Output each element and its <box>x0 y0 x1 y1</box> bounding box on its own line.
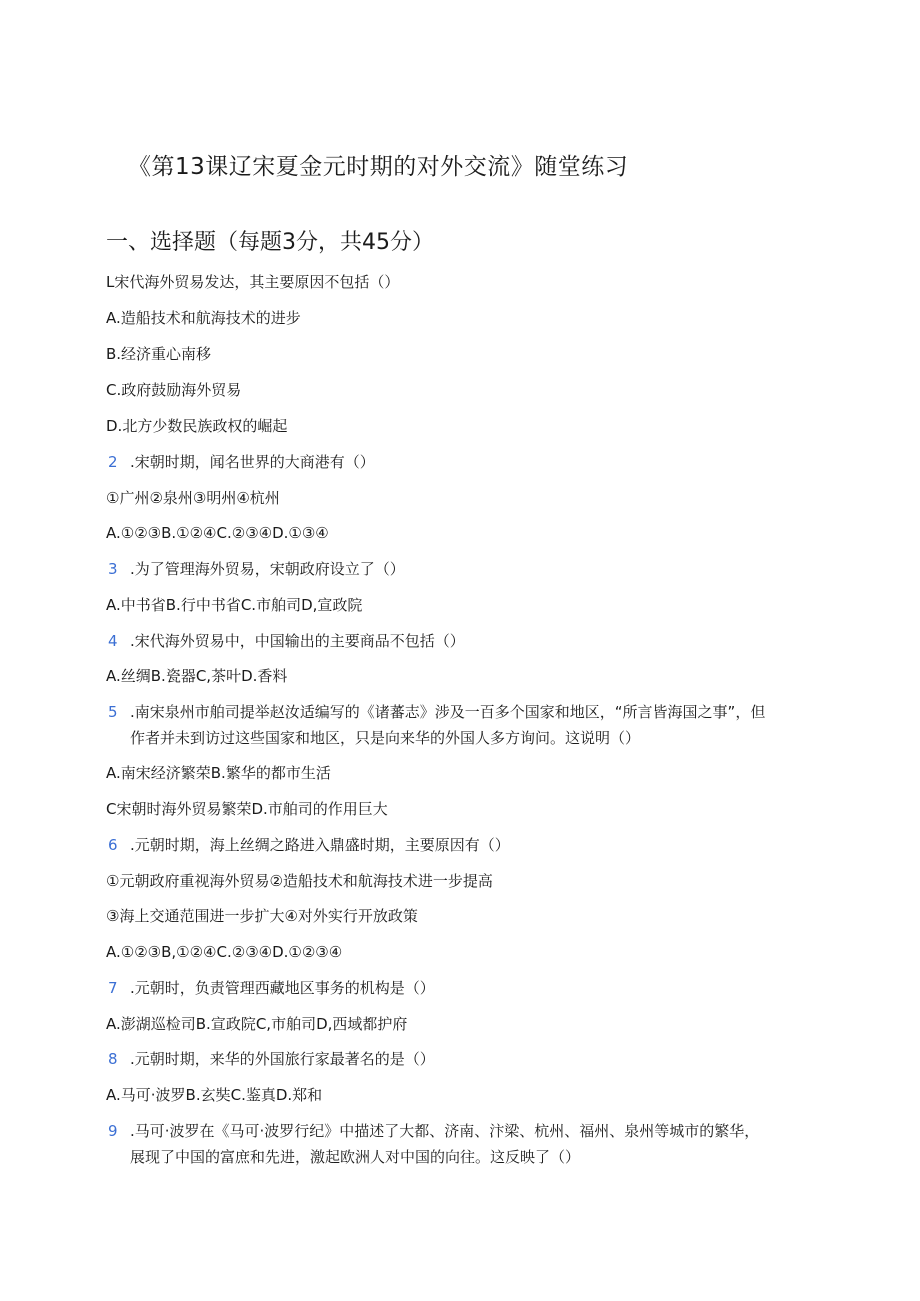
question-line <box>106 380 241 400</box>
question-line <box>108 1049 435 1069</box>
question-text: C.政府鼓励海外贸易 <box>106 381 242 399</box>
question-text: A.澎湖巡检司B.宣政院C,市舶司D,西域都护府 <box>106 1015 408 1033</box>
question-number: 7 <box>108 979 118 997</box>
question-line <box>108 1121 759 1141</box>
question-number: 9 <box>108 1122 118 1140</box>
question-line <box>108 835 510 855</box>
question-number: 4 <box>108 632 118 650</box>
question-line <box>106 942 342 962</box>
question-text: .元朝时，负责管理西藏地区事务的机构是（） <box>130 979 435 997</box>
question-text: C宋朝时海外贸易繁荣D.市舶司的作用巨大 <box>106 800 388 818</box>
question-text: L宋代海外贸易发达，其主要原因不包括（） <box>106 273 400 291</box>
question-line <box>106 1085 322 1105</box>
question-text: A.①②③B,①②④C.②③④D.①②③④ <box>106 943 343 961</box>
question-line <box>130 728 640 748</box>
question-line <box>108 702 765 722</box>
question-number: 8 <box>108 1050 118 1068</box>
question-text: 展现了中国的富庶和先进，激起欧洲人对中国的向往。这反映了（） <box>130 1148 581 1166</box>
question-line <box>106 871 493 891</box>
question-line <box>106 1014 407 1034</box>
question-line <box>106 488 280 508</box>
question-line <box>106 272 399 292</box>
question-text: A.①②③B.①②④C.②③④D.①③④ <box>106 524 329 542</box>
question-text: A.造船技术和航海技术的进步 <box>106 309 301 327</box>
question-text: ③海上交通范围进一步扩大④对外实行开放政策 <box>106 907 418 925</box>
question-number: 5 <box>108 703 118 721</box>
question-line <box>106 523 329 543</box>
question-line <box>106 666 287 686</box>
question-text: 作者并未到访过这些国家和地区，只是向来华的外国人多方询问。这说明（） <box>130 729 641 747</box>
question-line <box>106 595 362 615</box>
question-number: 6 <box>108 836 118 854</box>
question-text: .宋代海外贸易中，中国输出的主要商品不包括（） <box>130 632 465 650</box>
question-text: ①元朝政府重视海外贸易②造船技术和航海技术进一步提高 <box>106 872 493 890</box>
question-text: B.经济重心南移 <box>106 345 212 363</box>
question-text: .宋朝时期，闻名世界的大商港有（） <box>130 453 375 471</box>
question-line <box>106 416 287 436</box>
question-line <box>106 344 211 364</box>
question-text: ①广州②泉州③明州④杭州 <box>106 489 280 507</box>
question-line <box>106 799 388 819</box>
question-line <box>108 452 375 472</box>
section-heading: 一、选择题（每题3分，共45分） <box>106 230 434 255</box>
question-line <box>108 978 435 998</box>
question-line <box>108 559 405 579</box>
question-line <box>106 763 331 783</box>
question-number: 3 <box>108 560 118 578</box>
question-text: .南宋泉州市舶司提举赵汝适编写的《诸蕃志》涉及一百多个国家和地区，“所言皆海国之事”，但 <box>130 703 766 721</box>
question-text: .为了管理海外贸易，宋朝政府设立了（） <box>130 560 405 578</box>
question-number: 2 <box>108 453 118 471</box>
question-line <box>108 631 465 651</box>
question-text: A.南宋经济繁荣B.繁华的都市生活 <box>106 764 331 782</box>
question-text: D.北方少数民族政权的崛起 <box>106 417 288 435</box>
question-text: A.丝绸B.瓷器C,茶叶D.香料 <box>106 667 288 685</box>
question-text: .元朝时期，海上丝绸之路进入鼎盛时期，主要原因有（） <box>130 836 510 854</box>
question-line <box>130 1147 580 1167</box>
document-title: 《第13课辽宋夏金元时期的对外交流》随堂练习 <box>128 154 629 180</box>
question-line <box>106 906 418 926</box>
question-line <box>106 308 301 328</box>
question-text: A.马可·波罗B.玄奘C.鉴真D.郑和 <box>106 1086 323 1104</box>
question-text: A.中书省B.行中书省C.市舶司D,宣政院 <box>106 596 363 614</box>
question-text: .马可·波罗在《马可·波罗行纪》中描述了大都、济南、汴梁、杭州、福州、泉州等城市的繁华， <box>130 1122 760 1140</box>
question-text: .元朝时期，来华的外国旅行家最著名的是（） <box>130 1050 435 1068</box>
